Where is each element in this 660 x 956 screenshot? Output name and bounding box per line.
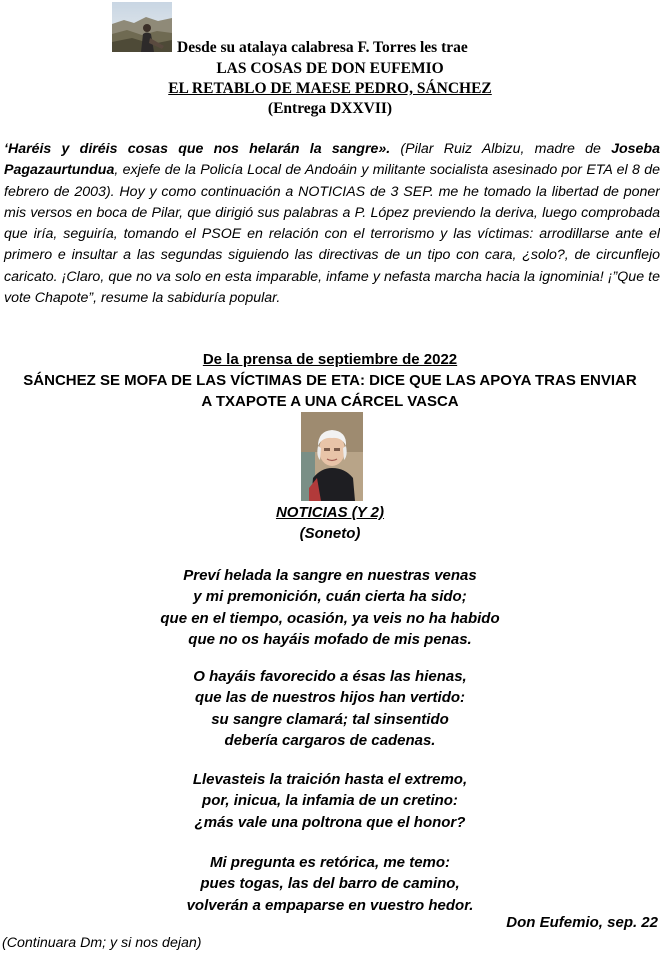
poem-verse: volverán a empaparse en vuestro hedor. [186,896,474,914]
victim-name: Joseba Pagazaurtundua [4,141,660,179]
author-photo [112,2,172,52]
continuation-note: (Continuara Dm; y si nos dejan) [2,935,202,951]
poem-verse: pues togas, las del barro de camino, [200,875,460,893]
poem-verse: Preví helada la sangre en nuestras venas [183,567,477,584]
poem-stanza-1 [0,565,660,650]
poem-verse: que en el tiempo, ocasión, ya veis no ha habido [160,609,500,627]
poem-stanza-2 [0,666,660,751]
poem-verse: y mi premonición, cuán cierta ha sido; [193,588,467,606]
poem-verse: Mi pregunta es retórica, me temo: [209,854,451,871]
issue-number: (Entrega DXXVII) [267,100,393,117]
poem-title: NOTICIAS (Y 2) [275,504,385,521]
poem-verse: por, inicua, la infamia de un cretino: [202,792,458,810]
article-title-text: EL RETABLO DE MAESE PEDRO, SÁNCHEZ [168,80,492,97]
press-source: De la prensa de septiembre de 2022 [202,351,458,368]
header-intro-line: Desde su atalaya calabresa F. Torres les trae [177,39,468,56]
poem-verse: O hayáis favorecido a ésas las hienas, [193,668,467,685]
poem-subtitle: (Soneto) [299,525,361,542]
intro-quote: ‘Haréis y diréis cosas que nos helarán la sangre». [4,141,391,157]
poem-verse: debería cargaros de cadenas. [224,731,436,749]
signature: Don Eufemio, sep. 22 [506,914,658,931]
poem-verse: su sangre clamará; tal sinsentido [211,710,449,728]
intro-text-a: (Pilar Ruiz Albizu, madre de [390,141,612,157]
poem-stanza-3 [0,769,660,833]
intro-paragraph [4,139,660,309]
press-headline-line2: A TXAPOTE A UNA CÁRCEL VASCA [201,393,459,410]
poem-verse: ¿más vale una poltrona que el honor? [194,813,466,831]
poem-stanza-4 [0,852,660,916]
press-headline-line1: SÁNCHEZ SE MOFA DE LAS VÍCTIMAS DE ETA: DICE QUE LAS APOYA TRAS ENVIAR [23,372,637,389]
series-title: LAS COSAS DE DON EUFEMIO [216,60,444,77]
poem-verse: que las de nuestros hijos han vertido: [194,689,466,707]
pilar-ruiz-photo [301,412,363,501]
poem-verse: que no os hayáis mofado de mis penas. [188,630,472,648]
intro-text-b: , exjefe de la Policía Local de Andoáin y militante socialista asesinado por ETA el 8 de febrero de 2003). Hoy y como continuación a NOTICIAS de 3 SEP. me he tomado la libertad de poner mis versos en boca de Pilar, que dirigió sus palabras a P. López previendo la deriva, luego comprobada que iría, seguiría, tomando el PSOE en relación con el terrorismo y las víctimas: arrodillarse ante el primero e insultar a las segundas siguiendo las directivas de un tipo con cara, ¿solo?, de circunflejo caricato. ¡Claro, que no va solo en esta imparable, infame y nefasta marcha hacia la ignominia! ¡”Que te vote Chapote”, resume la sabiduría popular. [4,162,660,307]
poem-verse: Llevasteis la traición hasta el extremo, [192,771,468,788]
article-title [0,79,660,98]
